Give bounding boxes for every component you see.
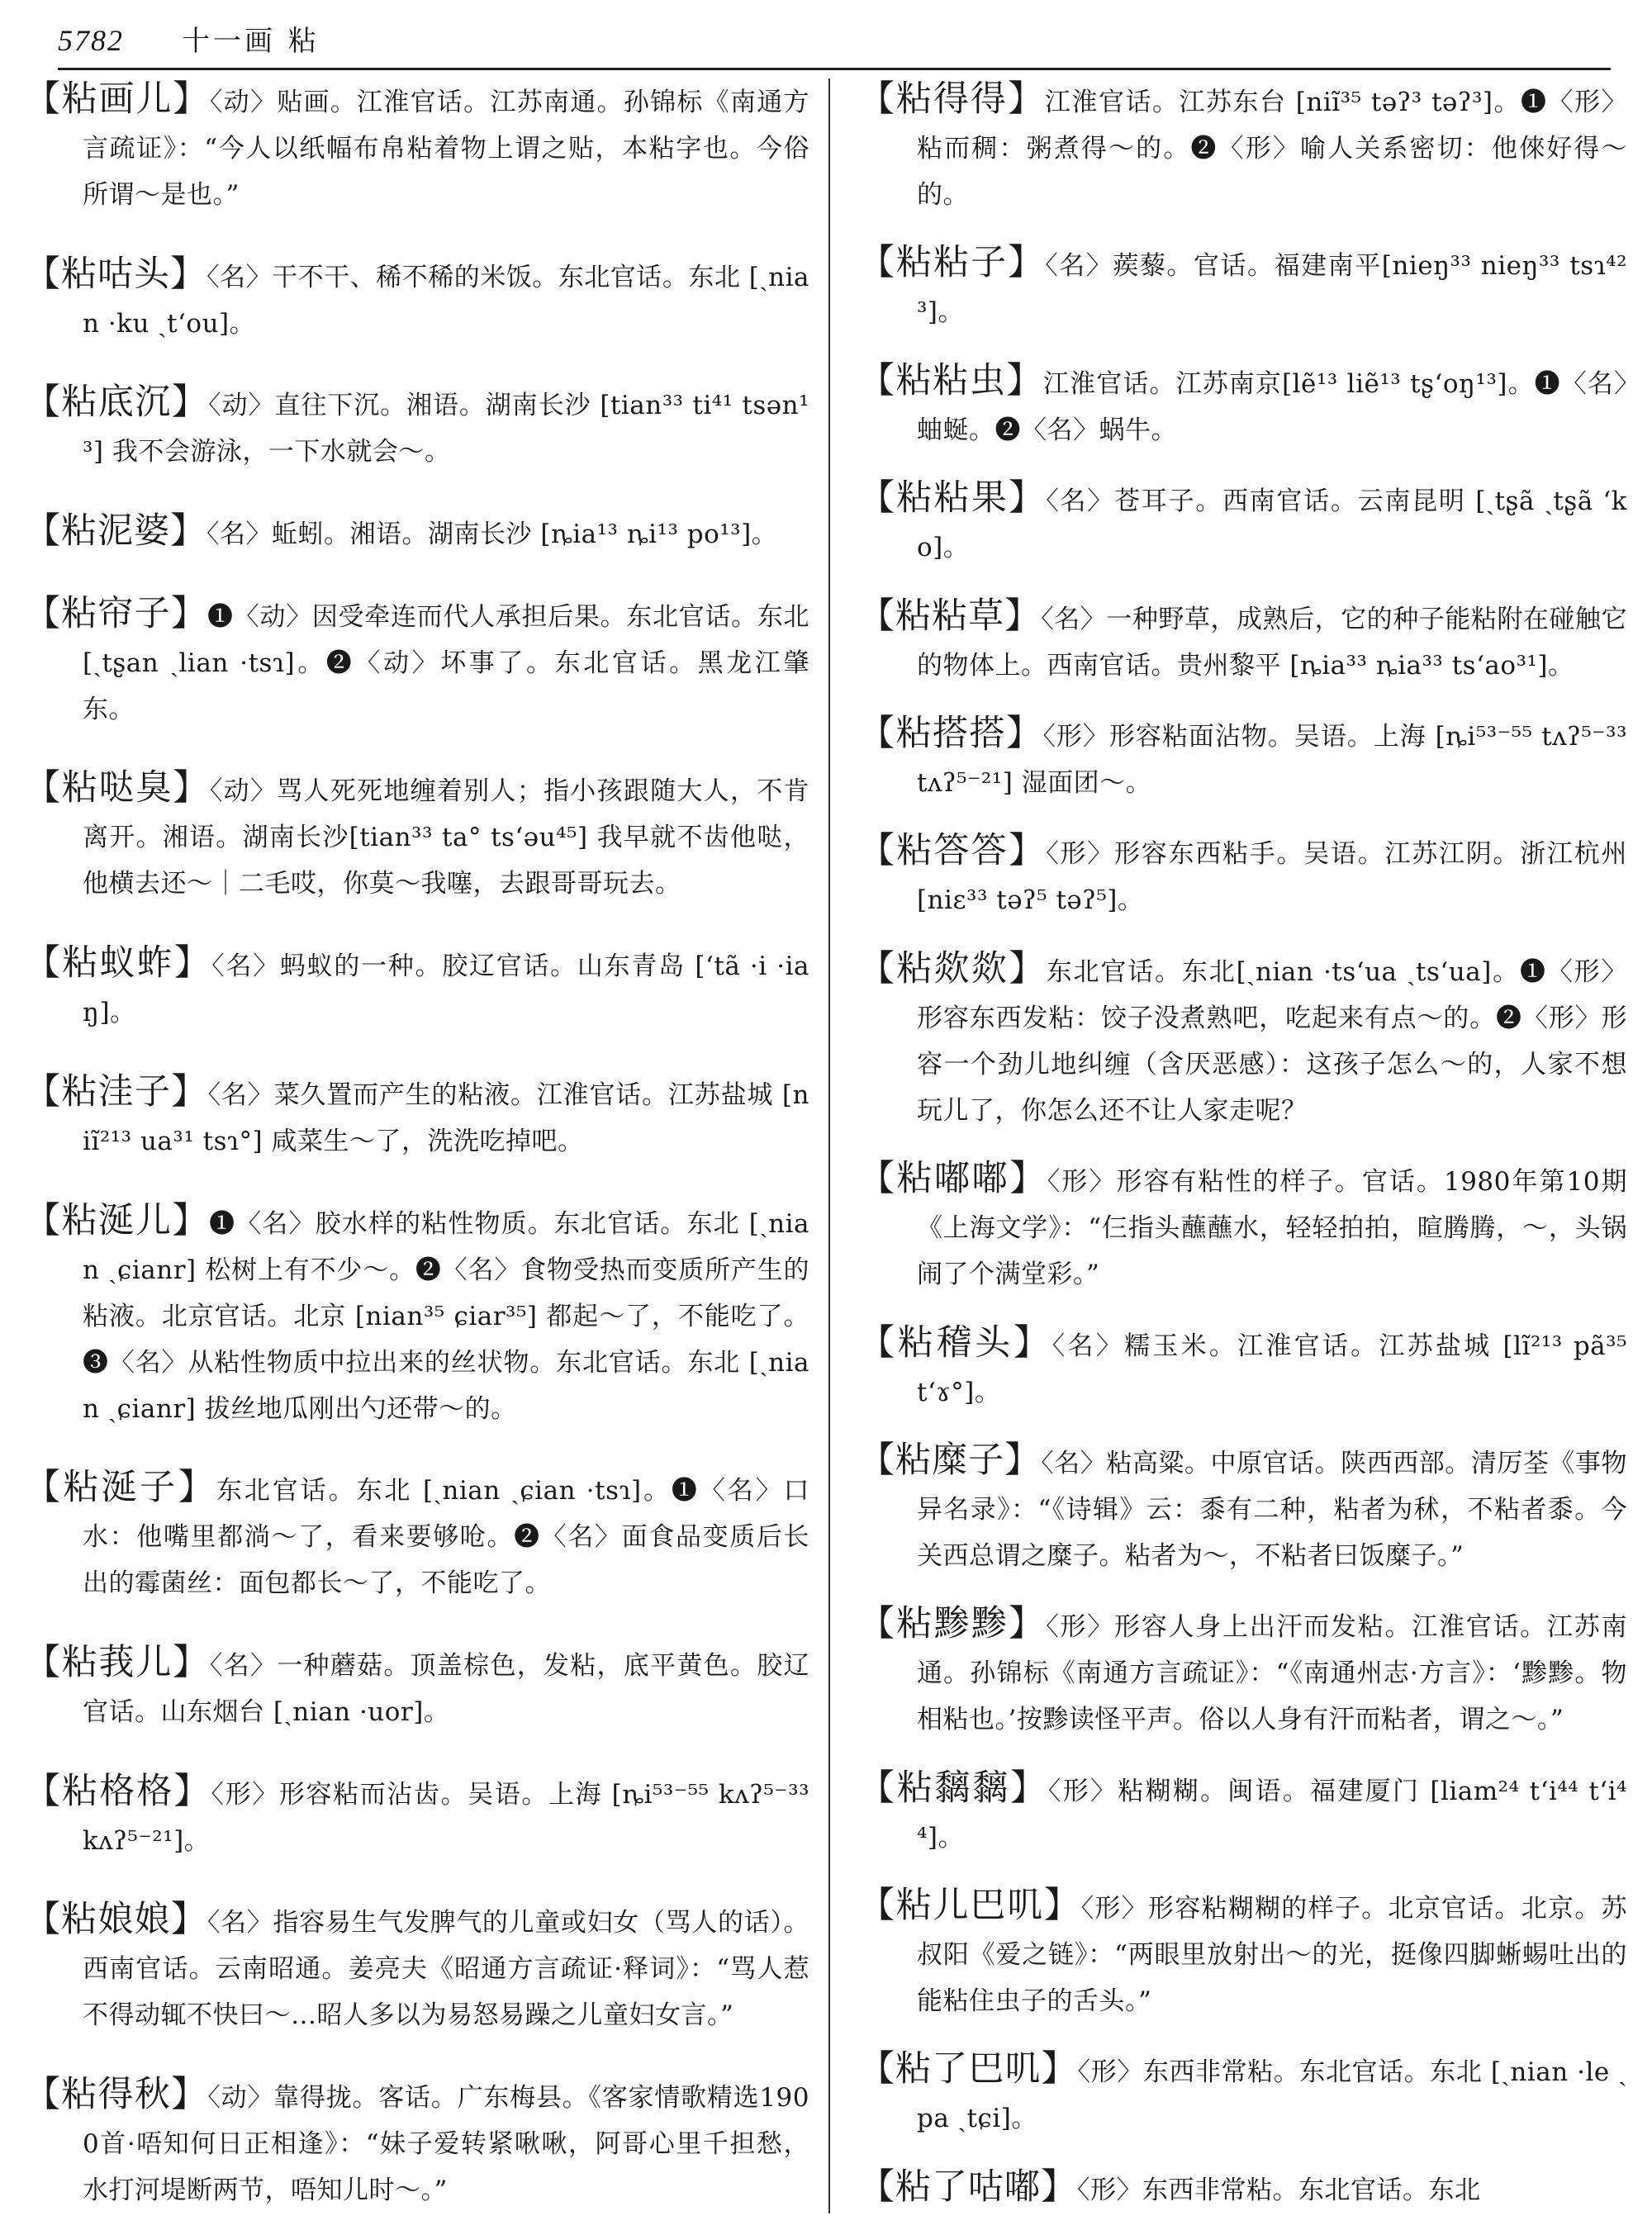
entry-definition: 〈名〉糯玉米。江淮官话。江苏盐城 [lĩ²¹³ pã³⁵ t‘ɤ°]。 [917,1331,1628,1407]
entry-headword: 【粘涎子】 [25,1467,216,1509]
dictionary-entry [859,710,1627,806]
entry-definition: 〈名〉粘高粱。中原官话。陕西西部。清厉荃《事物异名录》：“《诗辑》云：黍有二种，粘者为秫，不粘者黍。今关西总谓之糜子。粘者为～，不粘者曰饭糜子。” [917,1448,1627,1571]
dictionary-entry [859,1437,1627,1579]
entry-definition: 〈形〉东西非常粘。东北官话。东北 [ˏnian ·le ˏpa ˏtɕi]。 [917,2057,1627,2134]
entry-definition: 〈形〉形容粘糊糊的样子。北京官话。北京。苏叔阳《爱之链》：“两眼里放射出～的光，挺像四脚蜥蜴吐出的能粘住虫子的舌头。” [917,1894,1628,2017]
dictionary-entry [25,591,809,733]
entry-headword: 【粘儿巴叽】 [859,1885,1081,1927]
entry-headword: 【粘粘果】 [859,477,1047,520]
entry-headword: 【粘泥婆】 [25,510,206,553]
entry-definition: 〈名〉苍耳子。西南官话。云南昆明 [ˏtʂã ˏtʂã ‘ko]。 [917,486,1628,563]
entry-definition: 〈动〉骂人死死地缠着别人；指小孩跟随大人，不肯离开。湘语。湖南长沙[tian³³ ta° ts‘əu⁴⁵] 我早就不齿他哒，他横去还～｜二毛哎，你莫～我噻，去跟哥哥玩去。 [83,776,809,899]
entry-definition: 〈名〉一种野草，成熟后，它的种子能粘附在碰触它的物体上。西南官话。贵州黎平 [ȵia³³ ȵia³³ ts‘ao³¹]。 [917,604,1627,681]
entry-definition: 〈形〉形容人身上出汗而发粘。江淮官话。江苏南通。孙锦标《南通方言疏证》：“《南通州志·方言》：‘黪黪。物相粘也。’按黪读怪平声。俗以人身有汗而粘者，谓之～。” [917,1612,1627,1735]
dictionary-entry [25,251,809,347]
dictionary-entry [859,593,1627,689]
entry-definition: 东北官话。东北[ˏnian ·ts‘ua ˏts‘ua]。❶〈形〉形容东西发粘：饺子没煮熟吧，吃起来有点～的。❷〈形〉形容一个劲儿地纠缠（含厌恶感）：这孩子怎么～的，人家不想玩儿了，你怎么还不让人家走呢？ [917,956,1628,1126]
entry-headword: 【粘底沉】 [25,382,209,424]
entry-headword: 【粘得秋】 [25,2073,208,2115]
entry-definition: 〈名〉指容易生气发脾气的儿童或妇女（骂人的话）。西南官话。云南昭通。姜亮夫《昭通方言疏证·释词》：“骂人惹不得动辄不快曰～…昭人多以为易怒易躁之儿童妇女言。” [83,1908,810,2031]
entry-headword: 【粘哒臭】 [25,767,210,809]
column-divider [828,78,830,2213]
dictionary-entry [859,76,1627,218]
dictionary-entry [25,2071,809,2213]
dictionary-entry [25,940,809,1036]
page-number: 5782 [58,24,124,57]
entry-headword: 【粘莪儿】 [25,1641,210,1683]
entry-headword: 【粘稽头】 [859,1321,1052,1364]
section-label: 十一画 粘 [182,25,320,58]
entry-definition: 江淮官话。江苏南京[lẽ¹³ liẽ¹³ tʂ‘oŋ¹³]。❶〈名〉蚰蜒。❷〈名〉蜗牛。 [917,368,1628,445]
dictionary-entry [859,358,1627,453]
entry-headword: 【粘答答】 [859,830,1047,872]
dictionary-entry [859,1320,1627,1416]
entry-headword: 【粘娘娘】 [25,1899,207,1941]
entry-headword: 【粘搭搭】 [859,712,1043,754]
entry-headword: 【粘黐黐】 [859,1767,1048,1809]
entry-definition: 〈形〉形容粘而沾齿。吴语。上海 [ȵi⁵³⁻⁵⁵ kʌʔ⁵⁻³³ kʌʔ⁵⁻²¹]。 [83,1779,809,1856]
dictionary-entry [25,1768,809,1864]
dictionary-entry [859,1882,1627,2024]
entry-headword: 【粘咕头】 [25,253,207,295]
dictionary-entry [859,240,1627,335]
entry-headword: 【粘嘟嘟】 [859,1158,1047,1200]
entry-definition: 〈名〉干不干、稀不稀的米饭。东北官话。东北 [ˏnian ·ku ˏt‘ou]。 [83,262,810,339]
entry-definition: 〈形〉东西非常粘。东北官话。东北 [1077,2175,1481,2205]
dictionary-entry [25,1198,809,1432]
dictionary-entry [859,946,1627,1134]
dictionary-entry [25,1639,809,1735]
entry-definition: 〈形〉形容有粘性的样子。官话。1980年第10期《上海文学》：“仨指头蘸蘸水，轻轻拍拍，暄腾腾，～，头锅闹了个满堂彩。” [917,1167,1628,1290]
entry-definition: 〈名〉蚯蚓。湘语。湖南长沙 [ȵia¹³ ȵi¹³ po¹³]。 [206,520,778,550]
entry-definition: 〈形〉粘糊糊。闽语。福建厦门 [liam²⁴ t‘i⁴⁴ t‘i⁴⁴]。 [917,1776,1627,1853]
dictionary-entry [25,1464,809,1606]
entry-definition: 〈形〉形容东西粘手。吴语。江苏江阴。浙江杭州 [niɛ³³ təʔ⁵ təʔ⁵]。 [917,839,1627,916]
entry-headword: 【粘洼子】 [25,1070,208,1113]
dictionary-entry [859,2164,1627,2213]
dictionary-entry [25,1069,809,1165]
dictionary-entry [25,379,809,475]
entry-headword: 【粘糜子】 [859,1439,1042,1481]
entry-headword: 【粘涎儿】 [25,1199,210,1241]
dictionary-entry [25,1896,809,2038]
entry-headword: 【粘得得】 [859,78,1045,120]
entry-definition: ❶〈名〉胶水样的粘性物质。东北官话。东北 [ˏnian ˏɕianr] 松树上有不少～。❷〈名〉食物受热而变质所产生的粘液。北京官话。北京 [nian³⁵ ɕiar³⁵] 都起～了，不能吃了。❸〈名〉从粘性物质中拉出来的丝状物。东北官话。东北 [ˏnian ˏɕianr] 拔丝地瓜刚出勺还带～的。 [83,1208,810,1424]
dictionary-entry [859,1155,1627,1298]
left-column [25,76,809,2213]
page-header [58,18,1611,70]
entry-definition: 〈动〉贴画。江淮官话。江苏南通。孙锦标《南通方言疏证》：“今人以纸幅布帛粘着物上谓之贴，本粘字也。今俗所谓～是也。” [83,88,809,210]
entry-headword: 【粘格格】 [25,1770,211,1812]
entry-definition: 〈名〉一种蘑菇。顶盖棕色，发粘，底平黄色。胶辽官话。山东烟台 [ˏnian ·uor]。 [83,1650,809,1727]
right-column [859,76,1627,2213]
dictionary-entry [859,1765,1627,1861]
entry-definition: 东北官话。东北 [ˏnian ˏɕian ·tsɿ]。❶〈名〉口水：他嘴里都淌～了，看来要够呛。❷〈名〉面食品变质后长出的霉菌丝：面包都长～了，不能吃了。 [83,1476,810,1599]
entry-headword: 【粘欻欻】 [859,947,1047,989]
dictionary-entry [25,765,809,907]
entry-definition: 〈名〉蚂蚁的一种。胶辽官话。山东青岛 [‘tã ·i ·iaŋ]。 [83,951,810,1028]
dictionary-entry [859,2046,1627,2142]
entry-headword: 【粘了巴叽】 [859,2048,1078,2090]
entry-definition: ❶〈动〉因受牵连而代人承担后果。东北官话。东北 [ˏtʂan ˏlian ·tsɿ]。❷〈动〉坏事了。东北官话。黑龙江肇东。 [83,601,810,724]
entry-definition: 〈名〉菜久置而产生的粘液。江淮官话。江苏盐城 [niĩ²¹³ ua³¹ tsɿ°] 咸菜生～了，洗洗吃掉吧。 [83,1079,809,1156]
entry-headword: 【粘了咕嘟】 [859,2166,1077,2208]
entry-headword: 【粘蚁蚱】 [25,942,212,985]
entry-definition: 〈形〉形容粘面沾物。吴语。上海 [ȵi⁵³⁻⁵⁵ tʌʔ⁵⁻³³ tʌʔ⁵⁻²¹] 湿面团～。 [917,721,1627,798]
entry-headword: 【粘粘草】 [859,595,1042,637]
dictionary-entry [25,76,809,218]
entry-definition: 〈动〉靠得拢。客话。广东梅县。《客家情歌精选1900首·唔知何日正相逢》：“妹子爱转紧啾啾，阿哥心里千担愁，水打河堤断两节，唔知儿时～。” [83,2082,809,2205]
entry-headword: 【粘黪黪】 [859,1603,1047,1645]
entry-definition: 〈名〉蒺藜。官话。福建南平[nieŋ³³ nieŋ³³ tsɿ⁴²³]。 [917,251,1627,328]
entry-definition: 〈动〉直往下沉。湘语。湖南长沙 [tian³³ ti⁴¹ tsən¹³] 我不会游泳，一下水就会～。 [83,391,809,467]
entry-headword: 【粘粘虫】 [859,359,1044,401]
entry-headword: 【粘帘子】 [25,592,208,634]
dictionary-entry [859,1601,1627,1743]
entry-headword: 【粘粘子】 [859,242,1046,284]
entry-definition: 江淮官话。江苏东台 [niĩ³⁵ təʔ³ təʔ³]。❶〈形〉粘而稠：粥煮得～的。❷〈形〉喻人关系密切：他倈好得～的。 [917,88,1627,210]
dictionary-entry [859,828,1627,923]
entry-headword: 【粘画儿】 [25,78,210,120]
dictionary-entry [859,475,1627,571]
dictionary-entry [25,508,809,558]
